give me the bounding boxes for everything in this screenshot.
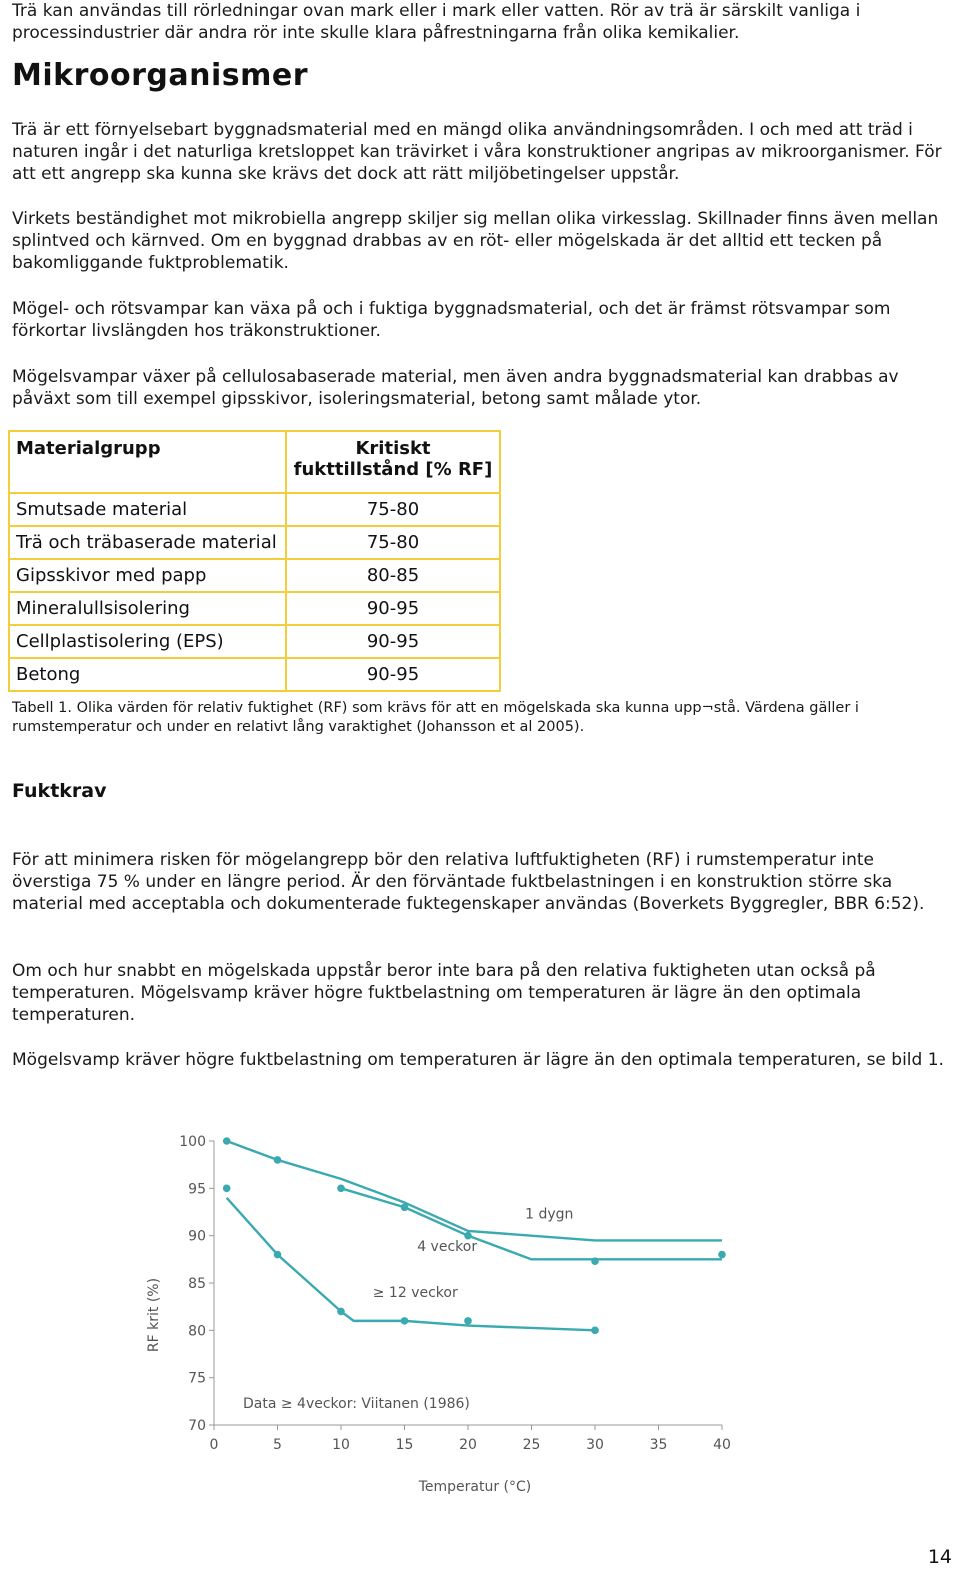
y-tick-label: 70	[188, 1418, 206, 1434]
series-label: 4 veckor	[417, 1238, 478, 1255]
data-source-annotation: Data ≥ 4veckor: Viitanen (1986)	[243, 1396, 470, 1412]
data-point	[464, 1317, 472, 1325]
intro-paragraph: Trä kan användas till rörledningar ovan mark eller i mark eller vatten. Rör av trä är särskilt vanliga i processindustrier där andra rör inte skulle klara påfrestningarna från olika kemikalier.	[12, 1, 861, 43]
paragraph-5: För att minimera risken för mögelangrepp bör den relativa luftfuktigheten (RF) i rumstemperatur inte överstiga 75 % under en längre period. Är den förväntade fuktbelastningen i en konstruktion större ska material med acceptabla och dokumenterade fuktegenskaper användas (Boverkets Byggregler, BBR 6:52).	[12, 850, 925, 914]
data-point	[337, 1185, 345, 1193]
data-point	[274, 1251, 282, 1259]
y-tick-label: 90	[188, 1228, 206, 1245]
section-title-fuktkrav: Fuktkrav	[12, 780, 107, 802]
chart-series	[223, 1137, 726, 1334]
paragraph-6: Om och hur snabbt en mögelskada uppstår beror inte bara på den relativa fuktigheten utan också på temperaturen. Mögelsvamp kräver högre fuktbelastning om temperaturen är lägre än den optimala temperaturen.	[12, 961, 876, 1025]
data-point	[591, 1327, 599, 1335]
rf-value-cell: 80-85	[286, 559, 500, 592]
x-tick-label: 5	[273, 1437, 282, 1453]
material-cell: Trä och träbaserade material	[9, 526, 286, 559]
data-point	[337, 1308, 345, 1316]
rf-value-cell: 75-80	[286, 493, 500, 526]
x-tick-label: 0	[209, 1437, 219, 1453]
y-tick-label: 100	[179, 1134, 206, 1150]
x-tick-label: 15	[395, 1437, 414, 1453]
rf-value-cell: 90-95	[286, 592, 500, 625]
material-cell: Cellplastisolering (EPS)	[9, 625, 286, 658]
paragraph-1: Trä är ett förnyelsebart byggnadsmaterial med en mängd olika användningsområden. I och med att träd i naturen ingår i det naturliga kretsloppet kan trävirket i våra konstruktioner angripas av mikroorganismer. För att ett angrepp ska kunna ske krävs det dock att rätt miljöbetingelser uppstår.	[12, 120, 942, 184]
data-point	[718, 1251, 726, 1259]
rf-value-cell: 90-95	[286, 625, 500, 658]
y-tick-label: 85	[188, 1276, 206, 1292]
table-row	[9, 493, 500, 526]
x-axis-label: Temperatur (°C)	[418, 1479, 532, 1495]
x-tick-label: 30	[586, 1437, 604, 1453]
data-point	[401, 1317, 409, 1325]
table-row	[9, 559, 500, 592]
material-cell: Gipsskivor med papp	[9, 559, 286, 592]
material-table	[8, 430, 501, 692]
table-row	[9, 658, 500, 691]
y-tick-label: 95	[188, 1181, 206, 1198]
table-caption: Tabell 1. Olika värden för relativ fuktighet (RF) som krävs för att en mögelskada ska kunna upp¬stå. Värdena gäller i rumstemperatur och under en relativt lång varaktighet (Johansson et al 2005).	[12, 700, 859, 735]
header-kritiskt-fukttillstand: Kritiskt fukttillstånd [% RF]	[286, 431, 500, 493]
x-tick-label: 20	[459, 1437, 477, 1453]
x-tick-label: 10	[332, 1437, 350, 1453]
rf-value-cell: 90-95	[286, 658, 500, 691]
rf-temperature-chart	[140, 1125, 760, 1505]
series-label: 1 dygn	[525, 1206, 574, 1223]
page-number: 14	[927, 1546, 952, 1568]
material-cell: Mineralullsisolering	[9, 592, 286, 625]
section-title-mikroorganismer: Mikroorganismer	[12, 58, 309, 93]
series-label: ≥ 12 veckor	[372, 1285, 458, 1302]
x-tick-label: 25	[522, 1437, 541, 1453]
header-materialgrupp: Materialgrupp	[9, 431, 286, 493]
rf-value-cell: 75-80	[286, 526, 500, 559]
paragraph-7: Mögelsvamp kräver högre fuktbelastning om temperaturen är lägre än den optimala temperaturen, se bild 1.	[12, 1050, 944, 1070]
data-point	[401, 1203, 409, 1211]
paragraph-3: Mögel- och rötsvampar kan växa på och i fuktiga byggnadsmaterial, och det är främst rötsvampar som förkortar livslängden hos träkonstruktioner.	[12, 299, 891, 341]
paragraph-2: Virkets beständighet mot mikrobiella angrepp skiljer sig mellan olika virkesslag. Skillnader finns även mellan splintved och kärnved. Om en byggnad drabbas av en röt- eller mögelskada är det alltid ett tecken på bakomliggande fuktproblematik.	[12, 209, 939, 273]
data-point	[223, 1137, 231, 1145]
y-tick-label: 80	[188, 1323, 206, 1340]
y-tick-label: 75	[188, 1370, 206, 1387]
x-tick-label: 40	[713, 1437, 731, 1453]
x-tick-label: 35	[649, 1437, 668, 1453]
paragraph-4: Mögelsvampar växer på cellulosabaserade material, men även andra byggnadsmaterial kan drabbas av påväxt som till exempel gipsskivor, isoleringsmaterial, betong samt målade ytor.	[12, 367, 899, 409]
material-cell: Smutsade material	[9, 493, 286, 526]
table-row	[9, 592, 500, 625]
table-row	[9, 526, 500, 559]
y-axis-label: RF krit (%)	[146, 1277, 162, 1353]
data-point	[274, 1156, 282, 1164]
material-cell: Betong	[9, 658, 286, 691]
data-point	[591, 1257, 599, 1265]
series-line	[227, 1141, 722, 1240]
table-header-row	[9, 431, 500, 493]
data-point	[223, 1185, 231, 1193]
table-row	[9, 625, 500, 658]
